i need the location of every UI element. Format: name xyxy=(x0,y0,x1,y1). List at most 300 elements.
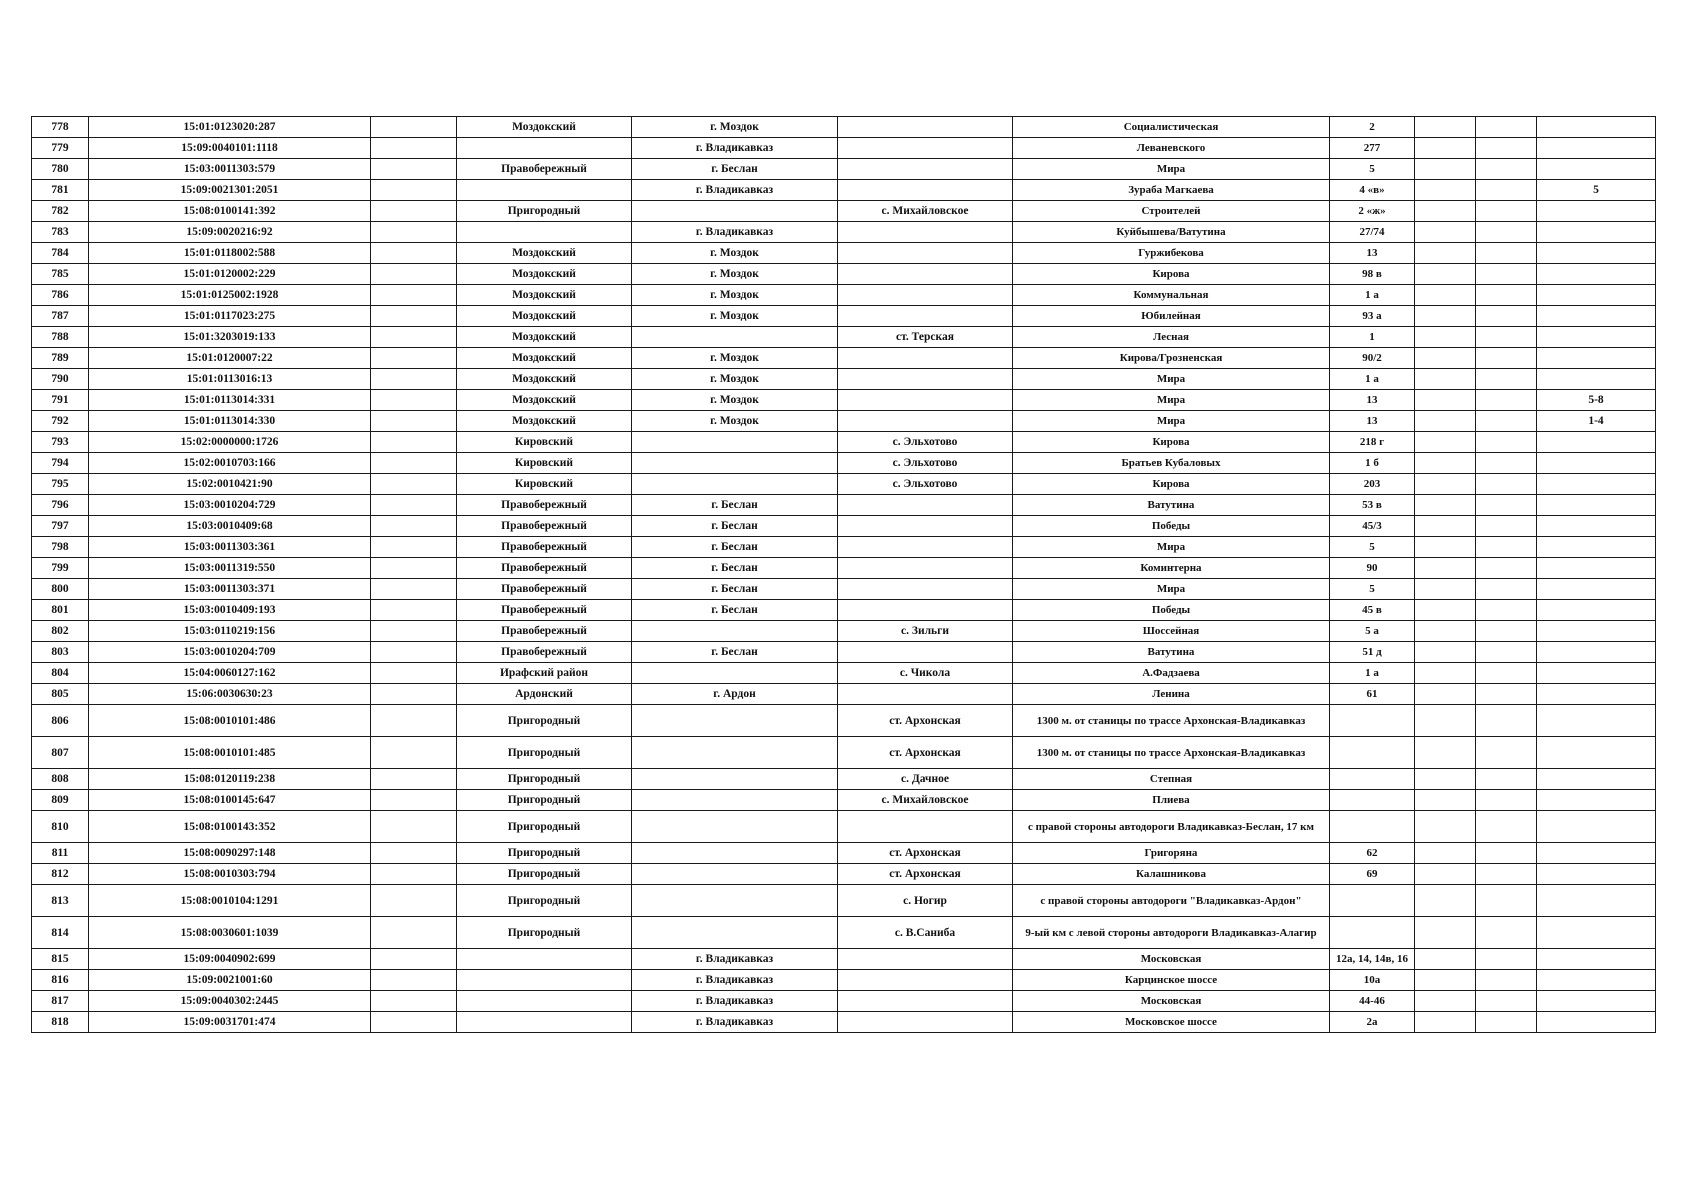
cadastral-number-cell: 15:01:0120007:22 xyxy=(89,348,371,369)
city-cell xyxy=(632,621,838,642)
empty-cell xyxy=(1415,243,1476,264)
settlement-cell xyxy=(838,243,1013,264)
apartment-cell xyxy=(1537,642,1656,663)
street-cell: 9-ый км с левой стороны автодороги Владикавказ-Алагир xyxy=(1013,917,1330,949)
empty-cell xyxy=(1415,885,1476,917)
apartment-cell xyxy=(1537,348,1656,369)
cadastral-number-cell: 15:03:0011303:579 xyxy=(89,159,371,180)
empty-cell xyxy=(1476,222,1537,243)
empty-cell xyxy=(371,243,457,264)
district-cell: Правобережный xyxy=(457,579,632,600)
city-cell: г. Беслан xyxy=(632,495,838,516)
apartment-cell xyxy=(1537,864,1656,885)
house-cell: 1 xyxy=(1330,327,1415,348)
empty-cell xyxy=(1476,663,1537,684)
empty-cell xyxy=(1415,390,1476,411)
empty-cell xyxy=(1415,495,1476,516)
row-number-cell: 791 xyxy=(32,390,89,411)
settlement-cell xyxy=(838,117,1013,138)
row-number-cell: 789 xyxy=(32,348,89,369)
settlement-cell xyxy=(838,991,1013,1012)
row-number-cell: 781 xyxy=(32,180,89,201)
cadastral-number-cell: 15:03:0011319:550 xyxy=(89,558,371,579)
empty-cell xyxy=(1476,970,1537,991)
cadastral-number-cell: 15:09:0021301:2051 xyxy=(89,180,371,201)
house-cell: 61 xyxy=(1330,684,1415,705)
empty-cell xyxy=(371,369,457,390)
settlement-cell: ст. Терская xyxy=(838,327,1013,348)
house-cell: 27/74 xyxy=(1330,222,1415,243)
apartment-cell xyxy=(1537,949,1656,970)
table-row xyxy=(32,917,1656,949)
street-cell: Шоссейная xyxy=(1013,621,1330,642)
cadastral-number-cell: 15:09:0040302:2445 xyxy=(89,991,371,1012)
row-number-cell: 792 xyxy=(32,411,89,432)
cadastral-number-cell: 15:03:0010409:68 xyxy=(89,516,371,537)
table-row xyxy=(32,790,1656,811)
empty-cell xyxy=(371,600,457,621)
district-cell: Пригородный xyxy=(457,201,632,222)
empty-cell xyxy=(371,991,457,1012)
row-number-cell: 788 xyxy=(32,327,89,348)
district-cell: Пригородный xyxy=(457,737,632,769)
city-cell: г. Владикавказ xyxy=(632,222,838,243)
cadastral-number-cell: 15:09:0031701:474 xyxy=(89,1012,371,1033)
apartment-cell xyxy=(1537,621,1656,642)
house-cell xyxy=(1330,917,1415,949)
cadastral-number-cell: 15:08:0120119:238 xyxy=(89,769,371,790)
table-row xyxy=(32,432,1656,453)
city-cell: г. Беслан xyxy=(632,579,838,600)
empty-cell xyxy=(1476,843,1537,864)
empty-cell xyxy=(1415,769,1476,790)
empty-cell xyxy=(1415,117,1476,138)
cadastral-number-cell: 15:03:0011303:361 xyxy=(89,537,371,558)
row-number-cell: 803 xyxy=(32,642,89,663)
house-cell: 2 xyxy=(1330,117,1415,138)
district-cell xyxy=(457,1012,632,1033)
empty-cell xyxy=(371,264,457,285)
cadastral-number-cell: 15:08:0010104:1291 xyxy=(89,885,371,917)
apartment-cell xyxy=(1537,1012,1656,1033)
row-number-cell: 805 xyxy=(32,684,89,705)
house-cell xyxy=(1330,811,1415,843)
city-cell: г. Владикавказ xyxy=(632,991,838,1012)
apartment-cell xyxy=(1537,663,1656,684)
apartment-cell xyxy=(1537,327,1656,348)
street-cell: Гуржибекова xyxy=(1013,243,1330,264)
apartment-cell xyxy=(1537,369,1656,390)
apartment-cell xyxy=(1537,201,1656,222)
cadastral-number-cell: 15:09:0020216:92 xyxy=(89,222,371,243)
cadastral-number-cell: 15:06:0030630:23 xyxy=(89,684,371,705)
empty-cell xyxy=(371,180,457,201)
settlement-cell xyxy=(838,811,1013,843)
settlement-cell: с. В.Саниба xyxy=(838,917,1013,949)
house-cell: 13 xyxy=(1330,243,1415,264)
apartment-cell xyxy=(1537,516,1656,537)
row-number-cell: 816 xyxy=(32,970,89,991)
street-cell: Коммунальная xyxy=(1013,285,1330,306)
apartment-cell xyxy=(1537,495,1656,516)
empty-cell xyxy=(371,516,457,537)
house-cell: 98 в xyxy=(1330,264,1415,285)
street-cell: 1300 м. от станицы по трассе Архонская-Владикавказ xyxy=(1013,737,1330,769)
district-cell: Кировский xyxy=(457,432,632,453)
street-cell: с правой стороны автодороги "Владикавказ-Ардон" xyxy=(1013,885,1330,917)
apartment-cell xyxy=(1537,843,1656,864)
house-cell: 90 xyxy=(1330,558,1415,579)
street-cell: Лесная xyxy=(1013,327,1330,348)
table-row xyxy=(32,737,1656,769)
apartment-cell xyxy=(1537,737,1656,769)
city-cell xyxy=(632,705,838,737)
city-cell: г. Моздок xyxy=(632,117,838,138)
table-row xyxy=(32,621,1656,642)
empty-cell xyxy=(1476,201,1537,222)
table-row xyxy=(32,885,1656,917)
street-cell: с правой стороны автодороги Владикавказ-Беслан, 17 км xyxy=(1013,811,1330,843)
registry-body xyxy=(32,117,1656,1033)
empty-cell xyxy=(1476,642,1537,663)
empty-cell xyxy=(1415,970,1476,991)
empty-cell xyxy=(1476,790,1537,811)
empty-cell xyxy=(1415,222,1476,243)
city-cell: г. Владикавказ xyxy=(632,970,838,991)
city-cell: г. Моздок xyxy=(632,348,838,369)
settlement-cell: с. Зильги xyxy=(838,621,1013,642)
empty-cell xyxy=(371,453,457,474)
apartment-cell: 5-8 xyxy=(1537,390,1656,411)
house-cell: 1 а xyxy=(1330,663,1415,684)
house-cell: 13 xyxy=(1330,411,1415,432)
district-cell: Кировский xyxy=(457,453,632,474)
empty-cell xyxy=(1476,411,1537,432)
street-cell: Карцинское шоссе xyxy=(1013,970,1330,991)
cadastral-number-cell: 15:01:0120002:229 xyxy=(89,264,371,285)
table-row xyxy=(32,705,1656,737)
district-cell: Моздокский xyxy=(457,243,632,264)
cadastral-number-cell: 15:01:0118002:588 xyxy=(89,243,371,264)
city-cell: г. Беслан xyxy=(632,600,838,621)
cadastral-number-cell: 15:03:0010204:729 xyxy=(89,495,371,516)
empty-cell xyxy=(371,1012,457,1033)
table-row xyxy=(32,159,1656,180)
table-row xyxy=(32,180,1656,201)
table-row xyxy=(32,991,1656,1012)
settlement-cell xyxy=(838,348,1013,369)
cadastral-number-cell: 15:08:0100141:392 xyxy=(89,201,371,222)
city-cell xyxy=(632,201,838,222)
table-row xyxy=(32,811,1656,843)
settlement-cell: ст. Архонская xyxy=(838,737,1013,769)
cadastral-number-cell: 15:09:0021001:60 xyxy=(89,970,371,991)
cadastral-number-cell: 15:08:0010101:486 xyxy=(89,705,371,737)
cadastral-number-cell: 15:08:0090297:148 xyxy=(89,843,371,864)
empty-cell xyxy=(1415,516,1476,537)
street-cell: Григоряна xyxy=(1013,843,1330,864)
cadastral-number-cell: 15:09:0040902:699 xyxy=(89,949,371,970)
apartment-cell xyxy=(1537,811,1656,843)
table-row xyxy=(32,348,1656,369)
district-cell: Моздокский xyxy=(457,369,632,390)
empty-cell xyxy=(1476,621,1537,642)
empty-cell xyxy=(1415,474,1476,495)
empty-cell xyxy=(371,579,457,600)
city-cell: г. Беслан xyxy=(632,642,838,663)
empty-cell xyxy=(1415,348,1476,369)
street-cell: Калашникова xyxy=(1013,864,1330,885)
empty-cell xyxy=(371,949,457,970)
settlement-cell: ст. Архонская xyxy=(838,864,1013,885)
apartment-cell xyxy=(1537,138,1656,159)
street-cell: Куйбышева/Ватутина xyxy=(1013,222,1330,243)
settlement-cell xyxy=(838,222,1013,243)
cadastral-number-cell: 15:02:0010421:90 xyxy=(89,474,371,495)
empty-cell xyxy=(371,790,457,811)
row-number-cell: 795 xyxy=(32,474,89,495)
empty-cell xyxy=(1476,306,1537,327)
settlement-cell xyxy=(838,600,1013,621)
table-row xyxy=(32,600,1656,621)
settlement-cell: с. Эльхотово xyxy=(838,453,1013,474)
street-cell: Ватутина xyxy=(1013,495,1330,516)
district-cell xyxy=(457,970,632,991)
empty-cell xyxy=(1415,537,1476,558)
empty-cell xyxy=(1476,159,1537,180)
table-row xyxy=(32,864,1656,885)
empty-cell xyxy=(371,537,457,558)
row-number-cell: 784 xyxy=(32,243,89,264)
settlement-cell: ст. Архонская xyxy=(838,705,1013,737)
empty-cell xyxy=(1476,705,1537,737)
street-cell: Кирова xyxy=(1013,474,1330,495)
table-row xyxy=(32,495,1656,516)
city-cell: г. Моздок xyxy=(632,306,838,327)
apartment-cell xyxy=(1537,243,1656,264)
settlement-cell: с. Эльхотово xyxy=(838,474,1013,495)
empty-cell xyxy=(1415,790,1476,811)
empty-cell xyxy=(1415,1012,1476,1033)
street-cell: Строителей xyxy=(1013,201,1330,222)
house-cell xyxy=(1330,790,1415,811)
city-cell: г. Моздок xyxy=(632,369,838,390)
empty-cell xyxy=(1476,138,1537,159)
city-cell: г. Ардон xyxy=(632,684,838,705)
apartment-cell xyxy=(1537,917,1656,949)
house-cell: 45 в xyxy=(1330,600,1415,621)
street-cell: Московская xyxy=(1013,991,1330,1012)
city-cell xyxy=(632,737,838,769)
cadastral-number-cell: 15:03:0110219:156 xyxy=(89,621,371,642)
empty-cell xyxy=(371,138,457,159)
house-cell: 10а xyxy=(1330,970,1415,991)
city-cell: г. Моздок xyxy=(632,390,838,411)
empty-cell xyxy=(1476,117,1537,138)
district-cell: Пригородный xyxy=(457,705,632,737)
empty-cell xyxy=(1476,558,1537,579)
empty-cell xyxy=(371,737,457,769)
cadastral-number-cell: 15:01:0113014:330 xyxy=(89,411,371,432)
street-cell: Коминтерна xyxy=(1013,558,1330,579)
settlement-cell xyxy=(838,684,1013,705)
table-row xyxy=(32,201,1656,222)
empty-cell xyxy=(1415,369,1476,390)
settlement-cell xyxy=(838,180,1013,201)
apartment-cell: 1-4 xyxy=(1537,411,1656,432)
district-cell: Правобережный xyxy=(457,159,632,180)
empty-cell xyxy=(1415,159,1476,180)
row-number-cell: 797 xyxy=(32,516,89,537)
cadastral-number-cell: 15:08:0100145:647 xyxy=(89,790,371,811)
district-cell xyxy=(457,180,632,201)
city-cell: г. Беслан xyxy=(632,558,838,579)
settlement-cell: с. Чикола xyxy=(838,663,1013,684)
settlement-cell: с. Эльхотово xyxy=(838,432,1013,453)
cadastral-number-cell: 15:08:0030601:1039 xyxy=(89,917,371,949)
empty-cell xyxy=(1415,663,1476,684)
empty-cell xyxy=(371,306,457,327)
table-row xyxy=(32,1012,1656,1033)
house-cell xyxy=(1330,705,1415,737)
city-cell: г. Владикавказ xyxy=(632,949,838,970)
empty-cell xyxy=(1415,991,1476,1012)
empty-cell xyxy=(1476,917,1537,949)
empty-cell xyxy=(1476,474,1537,495)
city-cell: г. Моздок xyxy=(632,285,838,306)
apartment-cell xyxy=(1537,453,1656,474)
empty-cell xyxy=(1476,180,1537,201)
empty-cell xyxy=(1415,201,1476,222)
street-cell: Мира xyxy=(1013,537,1330,558)
district-cell: Правобережный xyxy=(457,516,632,537)
table-row xyxy=(32,949,1656,970)
apartment-cell xyxy=(1537,537,1656,558)
street-cell: 1300 м. от станицы по трассе Архонская-Владикавказ xyxy=(1013,705,1330,737)
cadastral-number-cell: 15:02:0000000:1726 xyxy=(89,432,371,453)
empty-cell xyxy=(1415,621,1476,642)
city-cell: г. Беслан xyxy=(632,537,838,558)
house-cell: 218 г xyxy=(1330,432,1415,453)
empty-cell xyxy=(1415,285,1476,306)
settlement-cell: с. Дачное xyxy=(838,769,1013,790)
district-cell: Моздокский xyxy=(457,348,632,369)
table-row xyxy=(32,537,1656,558)
apartment-cell xyxy=(1537,285,1656,306)
table-row xyxy=(32,474,1656,495)
row-number-cell: 782 xyxy=(32,201,89,222)
district-cell xyxy=(457,991,632,1012)
house-cell: 4 «в» xyxy=(1330,180,1415,201)
district-cell: Правобережный xyxy=(457,495,632,516)
empty-cell xyxy=(371,885,457,917)
house-cell: 1 а xyxy=(1330,285,1415,306)
city-cell: г. Владикавказ xyxy=(632,1012,838,1033)
city-cell: г. Моздок xyxy=(632,411,838,432)
settlement-cell xyxy=(838,390,1013,411)
empty-cell xyxy=(1476,737,1537,769)
row-number-cell: 811 xyxy=(32,843,89,864)
cadastral-number-cell: 15:01:0113016:13 xyxy=(89,369,371,390)
apartment-cell xyxy=(1537,264,1656,285)
house-cell: 5 а xyxy=(1330,621,1415,642)
city-cell xyxy=(632,843,838,864)
empty-cell xyxy=(1415,843,1476,864)
table-row xyxy=(32,306,1656,327)
empty-cell xyxy=(1476,579,1537,600)
table-row xyxy=(32,390,1656,411)
row-number-cell: 809 xyxy=(32,790,89,811)
district-cell: Кировский xyxy=(457,474,632,495)
empty-cell xyxy=(371,843,457,864)
empty-cell xyxy=(1476,684,1537,705)
empty-cell xyxy=(371,474,457,495)
empty-cell xyxy=(1415,917,1476,949)
empty-cell xyxy=(371,390,457,411)
table-row xyxy=(32,663,1656,684)
empty-cell xyxy=(371,970,457,991)
city-cell xyxy=(632,432,838,453)
settlement-cell xyxy=(838,159,1013,180)
table-row xyxy=(32,285,1656,306)
empty-cell xyxy=(1476,885,1537,917)
empty-cell xyxy=(371,495,457,516)
empty-cell xyxy=(371,705,457,737)
empty-cell xyxy=(1415,306,1476,327)
empty-cell xyxy=(1476,243,1537,264)
street-cell: Мира xyxy=(1013,390,1330,411)
empty-cell xyxy=(1476,769,1537,790)
empty-cell xyxy=(1476,327,1537,348)
house-cell xyxy=(1330,769,1415,790)
settlement-cell xyxy=(838,369,1013,390)
table-row xyxy=(32,327,1656,348)
settlement-cell xyxy=(838,537,1013,558)
settlement-cell xyxy=(838,264,1013,285)
house-cell: 12а, 14, 14в, 16 xyxy=(1330,949,1415,970)
table-row xyxy=(32,970,1656,991)
city-cell: г. Владикавказ xyxy=(632,180,838,201)
row-number-cell: 790 xyxy=(32,369,89,390)
district-cell xyxy=(457,138,632,159)
row-number-cell: 818 xyxy=(32,1012,89,1033)
row-number-cell: 810 xyxy=(32,811,89,843)
table-row xyxy=(32,684,1656,705)
empty-cell xyxy=(1415,949,1476,970)
row-number-cell: 813 xyxy=(32,885,89,917)
district-cell: Пригородный xyxy=(457,790,632,811)
row-number-cell: 812 xyxy=(32,864,89,885)
settlement-cell xyxy=(838,558,1013,579)
apartment-cell xyxy=(1537,159,1656,180)
empty-cell xyxy=(1476,949,1537,970)
settlement-cell: с. Михайловское xyxy=(838,201,1013,222)
row-number-cell: 814 xyxy=(32,917,89,949)
apartment-cell xyxy=(1537,558,1656,579)
empty-cell xyxy=(1415,864,1476,885)
street-cell: Победы xyxy=(1013,600,1330,621)
settlement-cell xyxy=(838,411,1013,432)
row-number-cell: 808 xyxy=(32,769,89,790)
district-cell: Ирафский район xyxy=(457,663,632,684)
apartment-cell xyxy=(1537,432,1656,453)
empty-cell xyxy=(1415,138,1476,159)
settlement-cell xyxy=(838,1012,1013,1033)
row-number-cell: 798 xyxy=(32,537,89,558)
district-cell: Правобережный xyxy=(457,621,632,642)
settlement-cell xyxy=(838,495,1013,516)
empty-cell xyxy=(1476,864,1537,885)
